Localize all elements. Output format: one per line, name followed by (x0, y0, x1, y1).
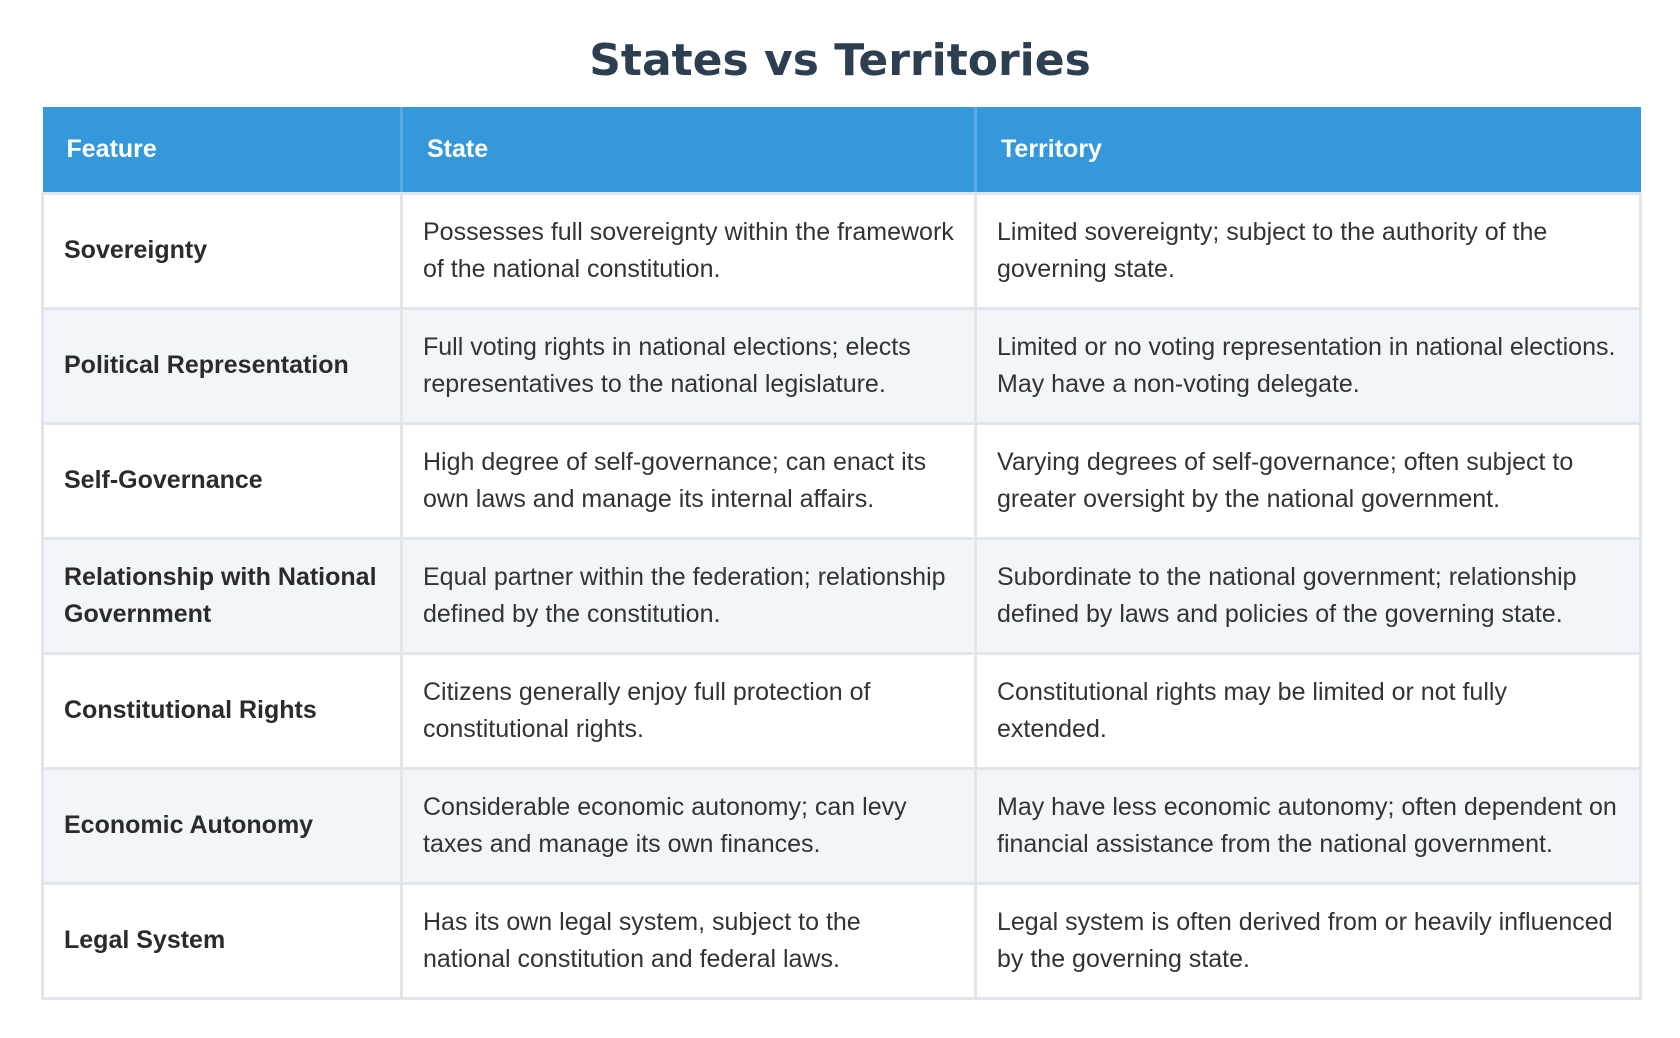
state-cell: Considerable economic autonomy; can levy taxes and manage its own finances. (402, 768, 976, 883)
comparison-table (41, 107, 1642, 1000)
header-row (43, 107, 1641, 193)
table-row (43, 193, 1641, 308)
table-row (43, 308, 1641, 423)
territory-cell: Subordinate to the national government; relationship defined by laws and policies of the governing state. (976, 538, 1641, 653)
territory-cell: Limited sovereignty; subject to the authority of the governing state. (976, 193, 1641, 308)
table-row (43, 653, 1641, 768)
state-cell: High degree of self-governance; can enact its own laws and manage its internal affairs. (402, 423, 976, 538)
feature-cell: Economic Autonomy (43, 768, 402, 883)
table-row (43, 768, 1641, 883)
column-header-state: State (402, 107, 976, 193)
feature-cell: Relationship with National Government (43, 538, 402, 653)
feature-cell: Sovereignty (43, 193, 402, 308)
feature-cell: Political Representation (43, 308, 402, 423)
state-cell: Possesses full sovereignty within the framework of the national constitution. (402, 193, 976, 308)
column-header-feature: Feature (43, 107, 402, 193)
state-cell: Equal partner within the federation; relationship defined by the constitution. (402, 538, 976, 653)
state-cell: Citizens generally enjoy full protection of constitutional rights. (402, 653, 976, 768)
state-cell: Full voting rights in national elections; elects representatives to the national legislature. (402, 308, 976, 423)
table-row (43, 883, 1641, 998)
table-body (43, 193, 1641, 998)
feature-cell: Legal System (43, 883, 402, 998)
feature-cell: Self-Governance (43, 423, 402, 538)
territory-cell: May have less economic autonomy; often dependent on financial assistance from the national government. (976, 768, 1641, 883)
page-title: States vs Territories (589, 35, 1091, 86)
table-row (43, 423, 1641, 538)
feature-cell: Constitutional Rights (43, 653, 402, 768)
table-row (43, 538, 1641, 653)
territory-cell: Varying degrees of self-governance; often subject to greater oversight by the national government. (976, 423, 1641, 538)
territory-cell: Legal system is often derived from or heavily influenced by the governing state. (976, 883, 1641, 998)
territory-cell: Limited or no voting representation in national elections. May have a non-voting delegate. (976, 308, 1641, 423)
territory-cell: Constitutional rights may be limited or not fully extended. (976, 653, 1641, 768)
state-cell: Has its own legal system, subject to the national constitution and federal laws. (402, 883, 976, 998)
table-header (43, 107, 1641, 193)
column-header-territory: Territory (976, 107, 1641, 193)
